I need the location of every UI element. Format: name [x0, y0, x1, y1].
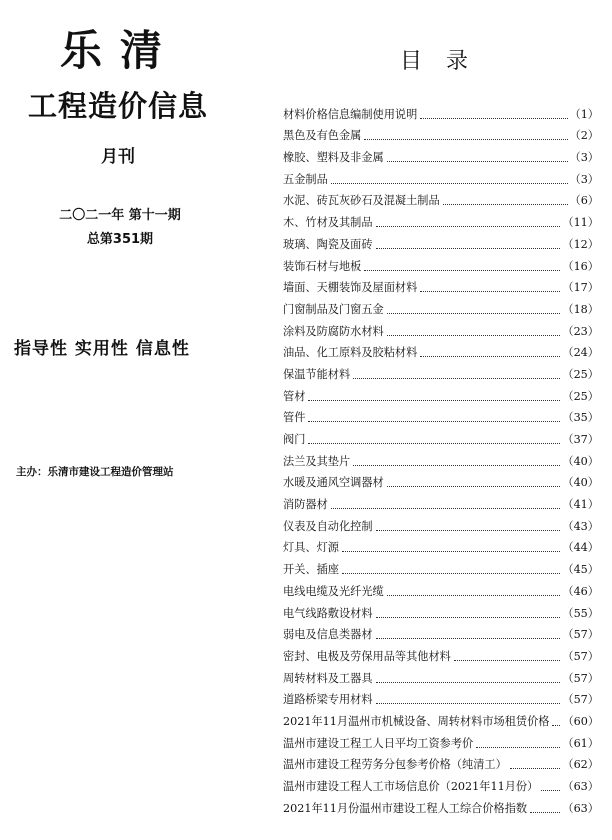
toc-entry-page: （44）: [562, 541, 599, 555]
toc-entry-page: （57）: [562, 693, 599, 707]
toc-entry-page: （25）: [562, 367, 599, 381]
toc-entry[interactable]: [283, 512, 599, 534]
toc-dot-leader: [376, 703, 561, 704]
toc-entry-page: （45）: [562, 563, 599, 577]
toc-entry-title: 五金制品: [283, 172, 328, 186]
toc-entry[interactable]: [283, 621, 599, 643]
toc-dot-leader: [376, 617, 561, 618]
toc-entry-title: 电气线路敷设材料: [283, 606, 373, 620]
toc-dot-leader: [364, 270, 560, 271]
toc-dot-leader: [420, 356, 560, 357]
toc-entry[interactable]: [283, 469, 599, 491]
toc-dot-leader: [387, 313, 561, 314]
toc-entry[interactable]: [283, 425, 599, 447]
toc-entry-title: 仪表及自动化控制: [283, 519, 373, 533]
toc-dot-leader: [510, 768, 561, 769]
toc-dot-leader: [376, 638, 561, 639]
toc-dot-leader: [376, 682, 561, 683]
toc-entry-page: （1）: [569, 107, 599, 121]
toc-dot-leader: [420, 291, 560, 292]
toc-entry-title: 保温节能材料: [283, 367, 351, 381]
publication-frequency: 月刊: [101, 147, 135, 167]
toc-entry[interactable]: [283, 252, 599, 274]
toc-entry-page: （12）: [562, 237, 599, 251]
toc-entry-page: （55）: [562, 606, 599, 620]
toc-entry-title: 温州市建设工程工人日平均工资参考价: [283, 736, 474, 750]
slogan: 指导性 实用性 信息性: [14, 339, 190, 359]
toc-dot-leader: [376, 226, 561, 227]
toc-entry-page: （60）: [562, 714, 600, 728]
toc-entry[interactable]: [283, 751, 599, 773]
toc-entry[interactable]: [283, 317, 599, 339]
toc-entry-title: 材料价格信息编制使用说明: [283, 107, 418, 121]
toc-entry-title: 阀门: [283, 433, 306, 446]
toc-entry-title: 电线电缆及光纤光缆: [283, 584, 384, 598]
toc-entry-page: （2）: [569, 129, 599, 143]
toc-dot-leader: [387, 595, 561, 596]
toc-dot-leader: [387, 161, 568, 162]
toc-entry-title: 温州市建设工程人工市场信息价（2021年11月份）: [283, 780, 539, 793]
toc-dot-leader: [387, 486, 561, 487]
toc-entry[interactable]: [283, 404, 599, 426]
toc-dot-leader: [443, 204, 568, 205]
magazine-title: 工程造价信息: [27, 89, 208, 123]
table-of-contents: [283, 100, 599, 816]
toc-entry-page: （61）: [562, 736, 599, 750]
toc-entry[interactable]: [283, 794, 599, 816]
toc-entry[interactable]: [283, 208, 599, 230]
toc-entry-title: 密封、电极及劳保用品等其他材料: [283, 649, 451, 663]
toc-entry-page: （17）: [562, 281, 599, 295]
toc-entry[interactable]: [283, 100, 599, 122]
toc-entry-title: 水泥、砖瓦灰砂石及混凝土制品: [283, 194, 440, 208]
toc-entry[interactable]: [283, 360, 599, 382]
toc-entry-title: 水暖及通风空调器材: [283, 476, 384, 490]
toc-dot-leader: [353, 378, 560, 379]
toc-entry[interactable]: [283, 274, 599, 296]
toc-entry-page: （63）: [562, 780, 599, 793]
toc-entry[interactable]: [283, 534, 599, 556]
toc-entry-page: （57）: [562, 671, 599, 685]
toc-entry-title: 2021年11月温州市机械设备、周转材料市场租赁价格: [283, 714, 550, 728]
toc-dot-leader: [331, 183, 568, 184]
toc-dot-leader: [308, 400, 560, 401]
toc-title: 目录: [400, 49, 493, 74]
toc-entry-title: 2021年11月份温州市建设工程人工综合价格指数: [283, 801, 528, 815]
toc-entry-title: 开关、插座: [283, 563, 339, 577]
toc-entry-title: 消防器材: [283, 498, 328, 512]
toc-dot-leader: [342, 573, 560, 574]
toc-entry-page: （62）: [562, 758, 599, 772]
toc-dot-leader: [420, 118, 567, 119]
toc-entry[interactable]: [283, 339, 599, 361]
toc-dot-leader: [331, 508, 561, 509]
toc-entry-title: 温州市建设工程劳务分包参考价格（纯清工）: [283, 758, 507, 772]
toc-entry-page: （37）: [562, 433, 599, 446]
toc-dot-leader: [353, 465, 560, 466]
host-organization: 主办：乐清市建设工程造价管理站: [16, 466, 174, 478]
toc-entry-title: 涂料及防腐防水材料: [283, 324, 384, 338]
toc-dot-leader: [376, 530, 561, 531]
toc-dot-leader: [364, 139, 567, 140]
toc-entry-page: （3）: [569, 172, 599, 186]
toc-entry-title: 道路桥梁专用材料: [283, 693, 373, 707]
toc-entry-page: （46）: [562, 584, 599, 598]
toc-entry-page: （18）: [562, 302, 599, 316]
toc-dot-leader: [376, 248, 561, 249]
toc-entry-title: 管材: [283, 389, 306, 403]
issue-number: 二〇二一年 第十一期: [59, 208, 181, 223]
toc-entry-title: 玻璃、陶瓷及面砖: [283, 237, 373, 251]
toc-entry-page: （16）: [562, 259, 599, 273]
toc-entry[interactable]: [283, 187, 599, 209]
toc-dot-leader: [476, 747, 560, 748]
toc-entry[interactable]: [283, 664, 599, 686]
toc-entry-page: （11）: [562, 216, 599, 230]
toc-entry[interactable]: [283, 729, 599, 751]
toc-entry-page: （23）: [562, 324, 599, 338]
toc-entry-title: 黑色及有色金属: [283, 129, 362, 143]
toc-entry[interactable]: [283, 599, 599, 621]
toc-entry[interactable]: [283, 642, 599, 664]
toc-dot-leader: [387, 335, 561, 336]
toc-entry-page: （6）: [569, 194, 599, 208]
toc-entry[interactable]: [283, 555, 599, 577]
toc-entry[interactable]: [283, 577, 599, 599]
total-issue-number: 总第351期: [86, 232, 154, 247]
toc-entry[interactable]: [283, 686, 599, 708]
toc-entry[interactable]: [283, 295, 599, 317]
toc-entry-title: 门窗制品及门窗五金: [283, 302, 384, 316]
toc-entry-title: 油品、化工原料及胶粘材料: [283, 346, 418, 360]
toc-entry[interactable]: [283, 230, 599, 252]
toc-entry-title: 法兰及其垫片: [283, 454, 351, 468]
toc-entry-title: 管件: [283, 411, 306, 425]
toc-entry-page: （63）: [562, 801, 599, 815]
toc-entry-title: 周转材料及工器具: [283, 671, 373, 685]
toc-dot-leader: [454, 660, 561, 661]
toc-entry-title: 橡胶、塑料及非金属: [283, 151, 384, 165]
toc-entry-page: （3）: [569, 151, 599, 165]
toc-entry-title: 装饰石材与地板: [283, 259, 362, 273]
toc-entry[interactable]: [283, 772, 599, 794]
toc-entry-title: 灯具、灯源: [283, 541, 339, 555]
toc-entry-page: （40）: [562, 454, 599, 468]
toc-entry[interactable]: [283, 447, 599, 469]
toc-entry-title: 弱电及信息类器材: [283, 628, 373, 642]
toc-entry-page: （25）: [562, 389, 599, 403]
toc-entry-page: （41）: [562, 498, 599, 512]
toc-entry-page: （40）: [562, 476, 599, 490]
toc-dot-leader: [308, 443, 560, 444]
toc-entry-title: 墙面、天棚装饰及屋面材料: [283, 281, 418, 295]
toc-entry[interactable]: [283, 143, 599, 165]
toc-dot-leader: [541, 790, 560, 791]
toc-entry[interactable]: [283, 165, 599, 187]
cover-panel: [0, 0, 262, 840]
toc-entry[interactable]: [283, 490, 599, 512]
toc-dot-leader: [530, 812, 560, 813]
toc-entry-page: （43）: [562, 519, 599, 533]
toc-entry-page: （57）: [562, 649, 599, 663]
toc-entry-title: 木、竹材及其制品: [283, 216, 373, 230]
toc-entry-page: （24）: [562, 346, 599, 360]
toc-entry-page: （57）: [562, 628, 599, 642]
toc-dot-leader: [308, 421, 560, 422]
toc-entry-page: （35）: [562, 411, 599, 425]
city-title: 乐清: [59, 26, 180, 75]
toc-dot-leader: [342, 551, 560, 552]
toc-dot-leader: [552, 725, 560, 726]
toc-entry[interactable]: [283, 382, 599, 404]
toc-entry[interactable]: [283, 707, 599, 729]
toc-entry[interactable]: [283, 122, 599, 144]
